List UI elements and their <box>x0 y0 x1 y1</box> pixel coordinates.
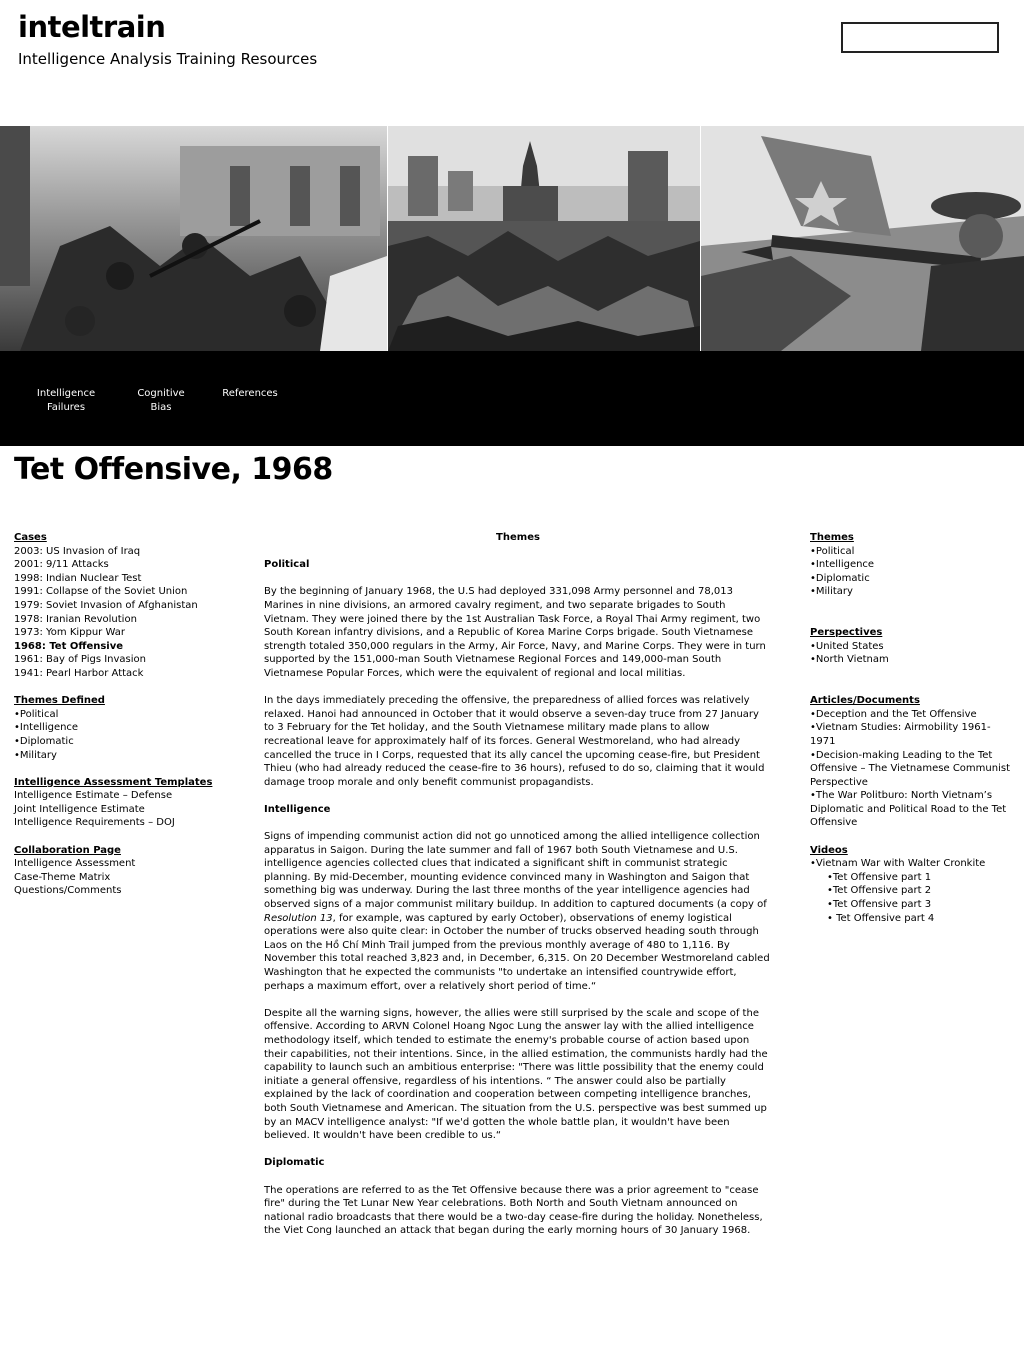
right-theme-political[interactable]: •Political <box>810 545 855 557</box>
intelligence-paragraph-1 <box>264 830 772 993</box>
template-link-joint-estimate[interactable]: Joint Intelligence Estimate <box>14 803 145 815</box>
theme-link-political[interactable]: •Political <box>14 708 59 720</box>
video-tet-part-1[interactable]: •Tet Offensive part 1 <box>827 871 932 883</box>
intel-text-part-b: , for example, was captured by early October), observations of enemy logistical operations were also quite clear: in October the number of trucks observed heading south through Laos on the Hồ Chí Minh Trail jumped from the previous monthly average of 480 to 1,116. By November this total reached 3,823 and, in December, 6,315. On 20 December Westmoreland cabled Washington that he expected the communists "to undertake an intensified countrywide effort, perhaps a maximum effort, over a relatively short period of time.“ <box>264 912 770 992</box>
main-nav-bar <box>0 351 1024 446</box>
case-link-afghanistan[interactable]: 1979: Soviet Invasion of Afghanistan <box>14 599 198 611</box>
perspectives-heading[interactable]: Perspectives <box>810 627 883 639</box>
nav-references[interactable] <box>218 387 282 401</box>
intelligence-paragraph-2: Despite all the warning signs, however, the allies were still surprised by the scale and scope of the offensive. According to ARVN Colonel Hoang Ngoc Lung the answer lay with the allied intelligence methodology itself, which tended to estimate the enemy's probable course of action based upon their capabilities, not their intentions. Since, in the allied estimation, the communists hardly had the capability to launch such an ambitious enterprise: "There was little possibility that the enemy could initiate a general offensive, regardless of his intentions. “ The answer could also be partially explained by the lack of coordination and cooperation between competing intelligence branches, both South Vietnamese and American. The situation from the U.S. perspective was best summed up by an MACV intelligence analyst: "If we'd gotten the whole battle plan, it wouldn't have been believed. It wouldn't have been credible to us.“ <box>264 1007 768 1142</box>
case-link-yom-kippur[interactable]: 1973: Yom Kippur War <box>14 627 125 639</box>
theme-link-intelligence[interactable]: •Intelligence <box>14 722 79 734</box>
case-link-iranian-revolution[interactable]: 1978: Iranian Revolution <box>14 613 137 625</box>
left-sidebar <box>14 531 244 898</box>
diplomatic-heading: Diplomatic <box>264 1157 325 1169</box>
collab-link-assessment[interactable]: Intelligence Assessment <box>14 858 136 870</box>
cases-heading[interactable]: Cases <box>14 532 47 543</box>
article-war-politburo[interactable]: •The War Politburo: North Vietnam’s Diplomatic and Political Road to the Tet Offensive <box>810 790 1007 829</box>
case-link-pearl-harbor[interactable]: 1941: Pearl Harbor Attack <box>14 667 144 679</box>
case-link-bay-of-pigs[interactable]: 1961: Bay of Pigs Invasion <box>14 654 147 666</box>
videos-heading[interactable]: Videos <box>810 844 848 856</box>
video-walter-cronkite[interactable]: •Vietnam War with Walter Cronkite <box>810 858 986 870</box>
perspective-north-vietnam[interactable]: •North Vietnam <box>810 654 889 666</box>
main-content <box>264 531 772 1238</box>
destroyed-city-ruins-photo <box>387 126 701 351</box>
templates-heading[interactable]: Intelligence Assessment Templates <box>14 776 213 788</box>
nav-label-line1: Intelligence <box>36 388 96 399</box>
case-link-iraq[interactable]: 2003: US Invasion of Iraq <box>14 545 141 557</box>
nav-label-line1: Cognitive <box>137 388 185 399</box>
right-themes-heading[interactable]: Themes <box>810 532 854 543</box>
article-decision-making[interactable]: •Decision-making Leading to the Tet Offensive – The Vietnamese Communist Perspective <box>810 749 1010 788</box>
nav-cognitive-bias[interactable] <box>130 387 192 415</box>
case-link-tet-offensive-current[interactable]: 1968: Tet Offensive <box>14 640 124 652</box>
nav-label-line1: References <box>222 388 278 399</box>
collab-link-case-theme-matrix[interactable]: Case-Theme Matrix <box>14 871 111 883</box>
page-title: Tet Offensive, 1968 <box>14 452 333 487</box>
political-heading: Political <box>264 559 310 571</box>
search-input[interactable] <box>841 22 999 53</box>
collaboration-heading[interactable]: Collaboration Page <box>14 844 121 856</box>
video-tet-part-4[interactable]: • Tet Offensive part 4 <box>827 912 935 924</box>
site-title[interactable]: inteltrain <box>18 10 166 44</box>
themes-defined-heading[interactable]: Themes Defined <box>14 695 105 707</box>
right-sidebar <box>810 531 1010 925</box>
themes-main-heading: Themes <box>496 532 540 543</box>
right-theme-military[interactable]: •Military <box>810 586 853 598</box>
intelligence-heading: Intelligence <box>264 803 331 815</box>
site-subtitle: Intelligence Analysis Training Resources <box>18 50 318 68</box>
right-theme-intelligence[interactable]: •Intelligence <box>810 559 875 571</box>
template-link-requirements-doj[interactable]: Intelligence Requirements – DOJ <box>14 817 175 829</box>
case-link-indian-nuclear[interactable]: 1998: Indian Nuclear Test <box>14 572 142 584</box>
article-airmobility[interactable]: •Vietnam Studies: Airmobility 1961-1971 <box>810 722 991 747</box>
right-theme-diplomatic[interactable]: •Diplomatic <box>810 572 870 584</box>
political-paragraph-2: In the days immediately preceding the offensive, the preparedness of allied forces was relatively relaxed. Hanoi had announced in October that it would observe a seven-day truce from 27 January to 3 February for the Tet holiday, and the South Vietnamese military made plans to allow recreational leave for approximately half of its forces. General Westmoreland, who had already cancelled the truce in I Corps, requested that its ally cancel the upcoming cease-fire, but President Thieu (who had already reduced the cease-fire to 36 hours), refused to do so, claiming that it would damage troop morale and only benefit communist propagandists. <box>264 695 765 788</box>
video-tet-part-3[interactable]: •Tet Offensive part 3 <box>827 899 932 911</box>
video-tet-part-2[interactable]: •Tet Offensive part 2 <box>827 885 932 897</box>
nav-label-line2: Failures <box>46 402 86 413</box>
template-link-estimate-defense[interactable]: Intelligence Estimate – Defense <box>14 790 173 802</box>
nav-intelligence-failures[interactable] <box>32 387 100 415</box>
case-link-soviet-collapse[interactable]: 1991: Collapse of the Soviet Union <box>14 586 188 598</box>
articles-heading[interactable]: Articles/Documents <box>810 695 920 707</box>
case-link-911[interactable]: 2001: 9/11 Attacks <box>14 559 109 571</box>
soldier-with-rpg-and-flag-photo <box>701 126 1024 351</box>
intel-text-part-a: Signs of impending communist action did not go unnoticed among the allied intelligence collection apparatus in Saigon. During the late summer and fall of 1967 both South Vietnamese and U.S. intelligence agencies collected clues that indicated a significant shift in communist strategic planning. By mid-December, mounting evidence convinced many in Washington and Saigon that something big was underway. During the last three months of the year intelligence agencies had observed signs of a major communist military buildup. In addition to captured documents (a copy of <box>264 831 767 911</box>
nav-label-line2: Bias <box>150 402 172 413</box>
soldiers-street-combat-photo <box>0 126 387 351</box>
diplomatic-paragraph-1: The operations are referred to as the Tet Offensive because there was a prior agreement to "cease fire" during the Tet Lunar New Year celebrations. Both North and South Vietnam announced on national radio broadcasts that there would be a two-day cease-fire during the holiday. Nonetheless, the Viet Cong launched an attack that began during the early morning hours of 30 January 1968. <box>264 1184 763 1237</box>
political-paragraph-1: By the beginning of January 1968, the U.S had deployed 331,098 Army personnel and 78,013 Marines in nine divisions, an armored cavalry regiment, and two separate brigades to South Vietnam. They were joined there by the 1st Australian Task Force, a Royal Thai Army regiment, two South Korean infantry divisions, and a Republic of Korea Marine Corps brigade. South Vietnamese strength totaled 350,000 regulars in the Army, Air Force, Navy, and Marine Corps. They were in turn supported by the 151,000-man South Vietnamese Regional Forces and 149,000-man South Vietnamese Popular Forces, which were the equivalent of regional and local militias. <box>264 586 766 679</box>
theme-link-military[interactable]: •Military <box>14 749 57 761</box>
article-deception-tet[interactable]: •Deception and the Tet Offensive <box>810 708 977 720</box>
photo-banner <box>0 126 1024 351</box>
theme-link-diplomatic[interactable]: •Diplomatic <box>14 735 74 747</box>
resolution-13-italic: Resolution 13 <box>264 912 333 924</box>
collab-link-questions[interactable]: Questions/Comments <box>14 885 122 897</box>
perspective-united-states[interactable]: •United States <box>810 640 884 652</box>
